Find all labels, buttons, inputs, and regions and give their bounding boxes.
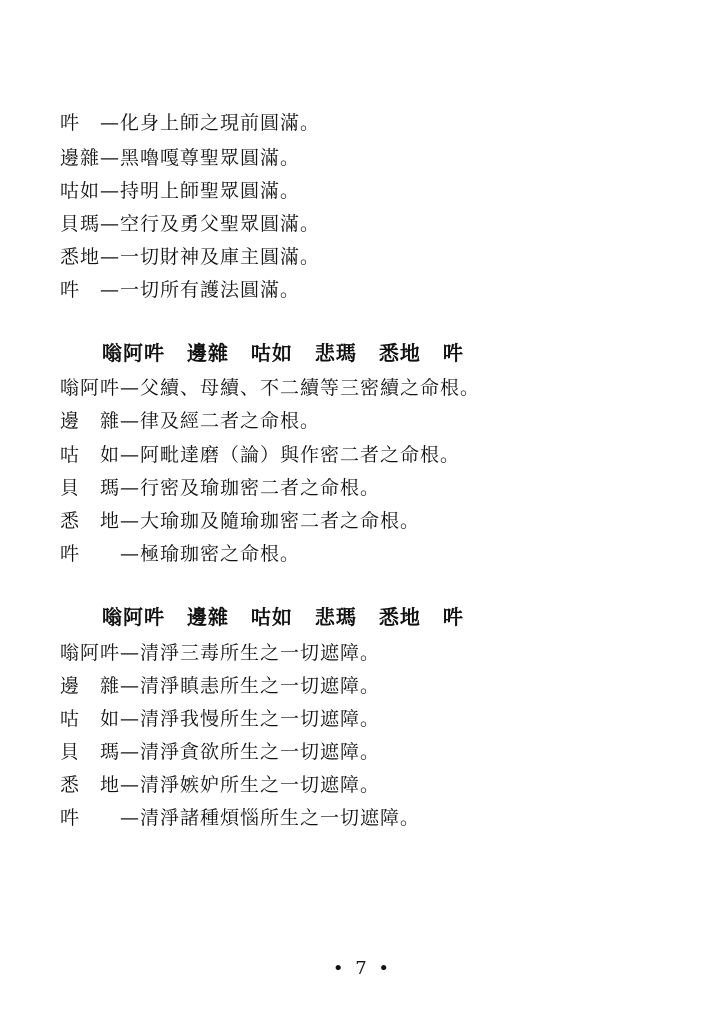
text-line: 邊 雜—律及經二者之命根。	[60, 410, 321, 432]
text-line: 吽 —化身上師之現前圓滿。	[60, 112, 321, 134]
text-line: 悉 地—大瑜珈及隨瑜珈密二者之命根。	[60, 510, 421, 532]
text-line: 貝瑪—空行及勇父聖眾圓滿。	[60, 213, 321, 235]
text-line: 吽 —極瑜珈密之命根。	[60, 543, 301, 565]
text-line: 咕 如—清淨我慢所生之一切遮障。	[60, 708, 381, 730]
page-number-text: • 7 •	[332, 958, 393, 979]
text-line: 嗡阿吽—父續、母續、不二續等三密續之命根。	[60, 377, 481, 399]
text-line: 嗡阿吽—清淨三毒所生之一切遮障。	[60, 642, 381, 664]
text-line: 悉地—一切財神及庫主圓滿。	[60, 246, 321, 268]
text-line: 咕如—持明上師聖眾圓滿。	[60, 180, 301, 202]
page-number	[0, 957, 725, 981]
text-line: 吽 —清淨諸種煩惱所生之一切遮障。	[60, 807, 421, 829]
mantra-heading: 嗡阿吽 邊雜 咕如 悲瑪 悉地 吽	[102, 341, 464, 365]
text-line: 貝 瑪—行密及瑜珈密二者之命根。	[60, 477, 381, 499]
text-line: 貝 瑪—清淨貪欲所生之一切遮障。	[60, 741, 381, 763]
text-line: 咕 如—阿毗達磨（論）與作密二者之命根。	[60, 444, 461, 466]
text-line: 悉 地—清淨嫉妒所生之一切遮障。	[60, 774, 381, 796]
text-line: 邊雜—黑嚕嘎尊聖眾圓滿。	[60, 147, 301, 169]
text-line: 吽 —一切所有護法圓滿。	[60, 279, 301, 301]
text-line: 邊 雜—清淨瞋恚所生之一切遮障。	[60, 675, 381, 697]
mantra-heading: 嗡阿吽 邊雜 咕如 悲瑪 悉地 吽	[102, 605, 464, 629]
